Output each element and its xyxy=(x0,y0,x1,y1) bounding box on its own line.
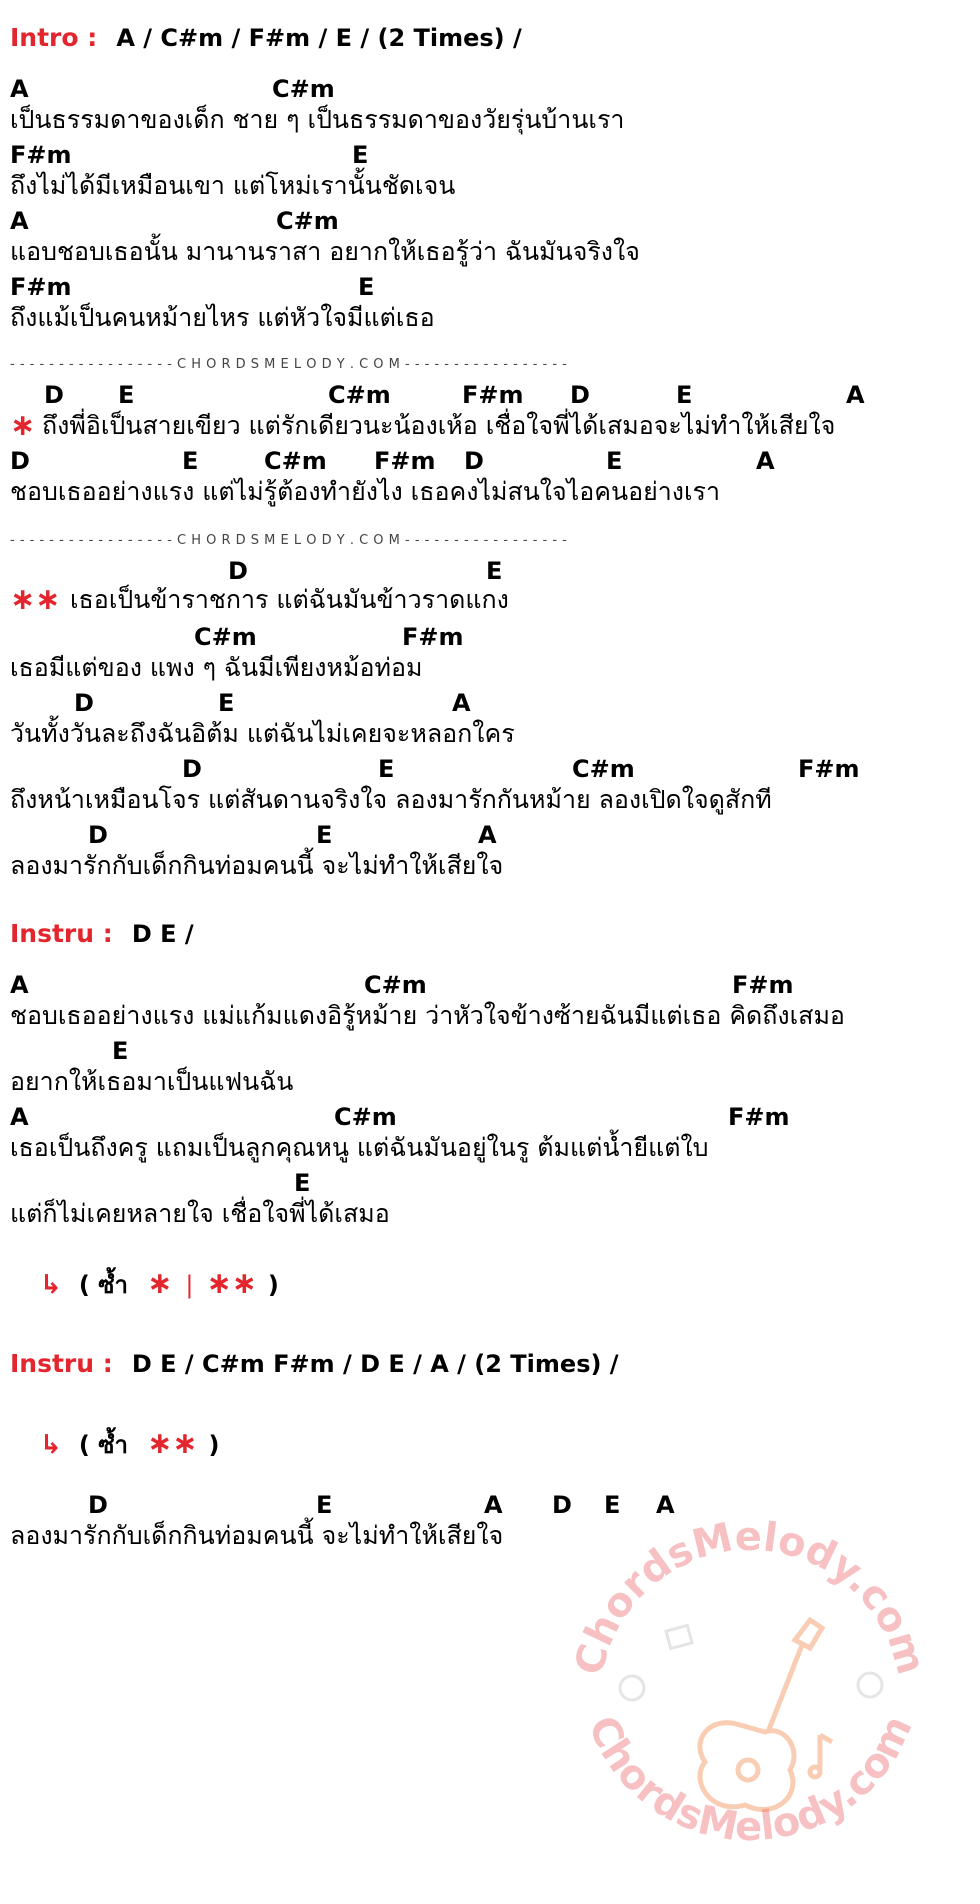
chord: D xyxy=(88,821,108,849)
chord: A xyxy=(10,1103,29,1131)
instru-row xyxy=(10,1348,619,1380)
chord: A xyxy=(846,381,865,409)
chord: A xyxy=(10,971,29,999)
instru-row xyxy=(10,918,194,950)
chord: F#m xyxy=(374,447,436,475)
repeat-close: ) xyxy=(267,1271,279,1299)
repeat-close: ) xyxy=(208,1431,220,1459)
intro-label: Intro : xyxy=(10,23,98,52)
lyric-line: ชอบเธออย่างแรง แม่แก้มแดงอิรู้หม้าย ว่าหัวใจข้างซ้ายฉันมีแต่เธอ คิดถึงเสมอ xyxy=(10,1001,845,1030)
lyric-line: วันทั้งวันละถึงฉันอิต้ม แต่ฉันไม่เคยจะหลอกใคร xyxy=(10,719,515,748)
chord: A xyxy=(10,207,29,235)
lyric-line: เธอมีแต่ของ แพง ๆ ฉันมีเพียงหม้อท่อม xyxy=(10,653,423,682)
chord: A xyxy=(452,689,471,717)
return-arrow-icon: ↳ xyxy=(40,1430,62,1460)
chord: F#m xyxy=(462,381,524,409)
chord: E xyxy=(218,689,235,717)
chord: D xyxy=(228,557,248,585)
chord: E xyxy=(606,447,623,475)
chord: F#m xyxy=(732,971,794,999)
return-arrow-icon: ↳ xyxy=(40,1270,62,1300)
repeat-double-star: ∗∗ xyxy=(147,1426,198,1461)
chord: D xyxy=(44,381,64,409)
watermark-text-bottom: ChordsMelody.com xyxy=(578,1708,922,1851)
chord: A xyxy=(756,447,775,475)
lyric-line: ลองมารักกับเด็กกินท่อมคนนี้ จะไม่ทำให้เสียใจ xyxy=(10,1521,504,1550)
lyric-line: ชอบเธออย่างแรง แต่ไม่รู้ต้องทำยังไง เธอคงไม่สนใจไอคนอย่างเรา xyxy=(10,477,720,506)
chord: D xyxy=(182,755,202,783)
chord: E xyxy=(112,1037,129,1065)
instru-label: Instru : xyxy=(10,919,113,948)
intro-chords: A / C#m / F#m / E / (2 Times) / xyxy=(116,24,522,52)
lyric-line: เป็นธรรมดาของเด็ก ชาย ๆ เป็นธรรมดาของวัยรุ่นบ้านเรา xyxy=(10,105,625,134)
chord: F#m xyxy=(798,755,860,783)
repeat-open: ( ซ้ำ xyxy=(78,1431,128,1459)
chord: C#m xyxy=(364,971,427,999)
chord: D xyxy=(570,381,590,409)
watermark-text-top: ChordsMelody.com xyxy=(566,1513,935,1680)
chord: C#m xyxy=(334,1103,397,1131)
chord: D xyxy=(88,1491,108,1519)
chord: C#m xyxy=(572,755,635,783)
chord: E xyxy=(316,821,333,849)
repeat-row xyxy=(40,1428,219,1461)
chord: F#m xyxy=(402,623,464,651)
chord: E xyxy=(604,1491,621,1519)
lyric-line: ถึงพี่อิเป็นสายเขียว แต่รักเดียวนะน้องเห้อ เชื่อใจพี่ได้เสมอจะไม่ทำให้เสียใจ xyxy=(42,411,836,440)
chord: F#m xyxy=(10,273,72,301)
repeat-star: ∗ xyxy=(147,1266,173,1301)
chord: F#m xyxy=(728,1103,790,1131)
instru-label: Instru : xyxy=(10,1349,113,1378)
lyric-line: แต่ก็ไม่เคยหลายใจ เชื่อใจพี่ได้เสมอ xyxy=(10,1199,390,1228)
chord: C#m xyxy=(328,381,391,409)
repeat-row xyxy=(40,1268,279,1301)
chord: E xyxy=(486,557,503,585)
chord: D xyxy=(464,447,484,475)
instru-chords: D E / xyxy=(131,920,194,948)
chord: E xyxy=(294,1169,311,1197)
lyric-line: ถึงแม้เป็นคนหม้ายไหร แต่หัวใจมีแต่เธอ xyxy=(10,303,435,332)
chord: A xyxy=(478,821,497,849)
lyric-line: ลองมารักกับเด็กกินท่อมคนนี้ จะไม่ทำให้เสียใจ xyxy=(10,851,504,880)
lyric-line: เธอเป็นถึงครู แถมเป็นลูกคุณหนู แต่ฉันมันอยู่ในรู ต้มแต่น้ำยีแต่ใบ xyxy=(10,1133,709,1162)
chord: E xyxy=(316,1491,333,1519)
lyric-line: ถึงไม่ได้มีเหมือนเขา แต่โหม่เรานั้นชัดเจน xyxy=(10,171,456,200)
lyric-line: อยากให้เธอมาเป็นแฟนฉัน xyxy=(10,1067,294,1096)
chord: F#m xyxy=(10,141,72,169)
section-divider: - - - - - - - - - - - - - - - - - C H O R D S M E L O D Y . C O M - - - - - - - - - - - - - - - - - xyxy=(10,357,568,372)
chord: E xyxy=(358,273,375,301)
chord: D xyxy=(10,447,30,475)
chord: A xyxy=(10,75,29,103)
chord: A xyxy=(656,1491,675,1519)
repeat-double-star: ∗∗ xyxy=(206,1266,257,1301)
repeat-separator: | xyxy=(185,1271,194,1299)
repeat-open: ( ซ้ำ xyxy=(78,1271,128,1299)
chord: A xyxy=(484,1491,503,1519)
lyric-line: แอบชอบเธอนั้น มานานราสา อยากให้เธอรู้ว่า ฉันมันจริงใจ xyxy=(10,237,640,266)
chord: D xyxy=(552,1491,572,1519)
chordsmelody-watermark-logo xyxy=(540,1470,960,1890)
chord: D xyxy=(74,689,94,717)
chord: E xyxy=(378,755,395,783)
lyric-line: เธอเป็นข้าราชการ แต่ฉันมันข้าวราดแกง xyxy=(70,585,509,614)
chord: E xyxy=(182,447,199,475)
chord: E xyxy=(352,141,369,169)
section-mark-star: ∗ xyxy=(10,408,36,443)
intro-row xyxy=(10,22,522,54)
instru-chords: D E / C#m F#m / D E / A / (2 Times) / xyxy=(131,1350,619,1378)
section-divider: - - - - - - - - - - - - - - - - - C H O R D S M E L O D Y . C O M - - - - - - - - - - - - - - - - - xyxy=(10,533,568,548)
section-mark-double-star: ∗∗ xyxy=(10,582,61,617)
chord: C#m xyxy=(264,447,327,475)
chord: E xyxy=(676,381,693,409)
chord: E xyxy=(118,381,135,409)
chord: C#m xyxy=(272,75,335,103)
guitar-icon xyxy=(700,1620,832,1810)
lyric-line: ถึงหน้าเหมือนโจร แต่สันดานจริงใจ ลองมารักกันหม้าย ลองเปิดใจดูสักที xyxy=(10,785,772,814)
chord: C#m xyxy=(276,207,339,235)
chord: C#m xyxy=(194,623,257,651)
